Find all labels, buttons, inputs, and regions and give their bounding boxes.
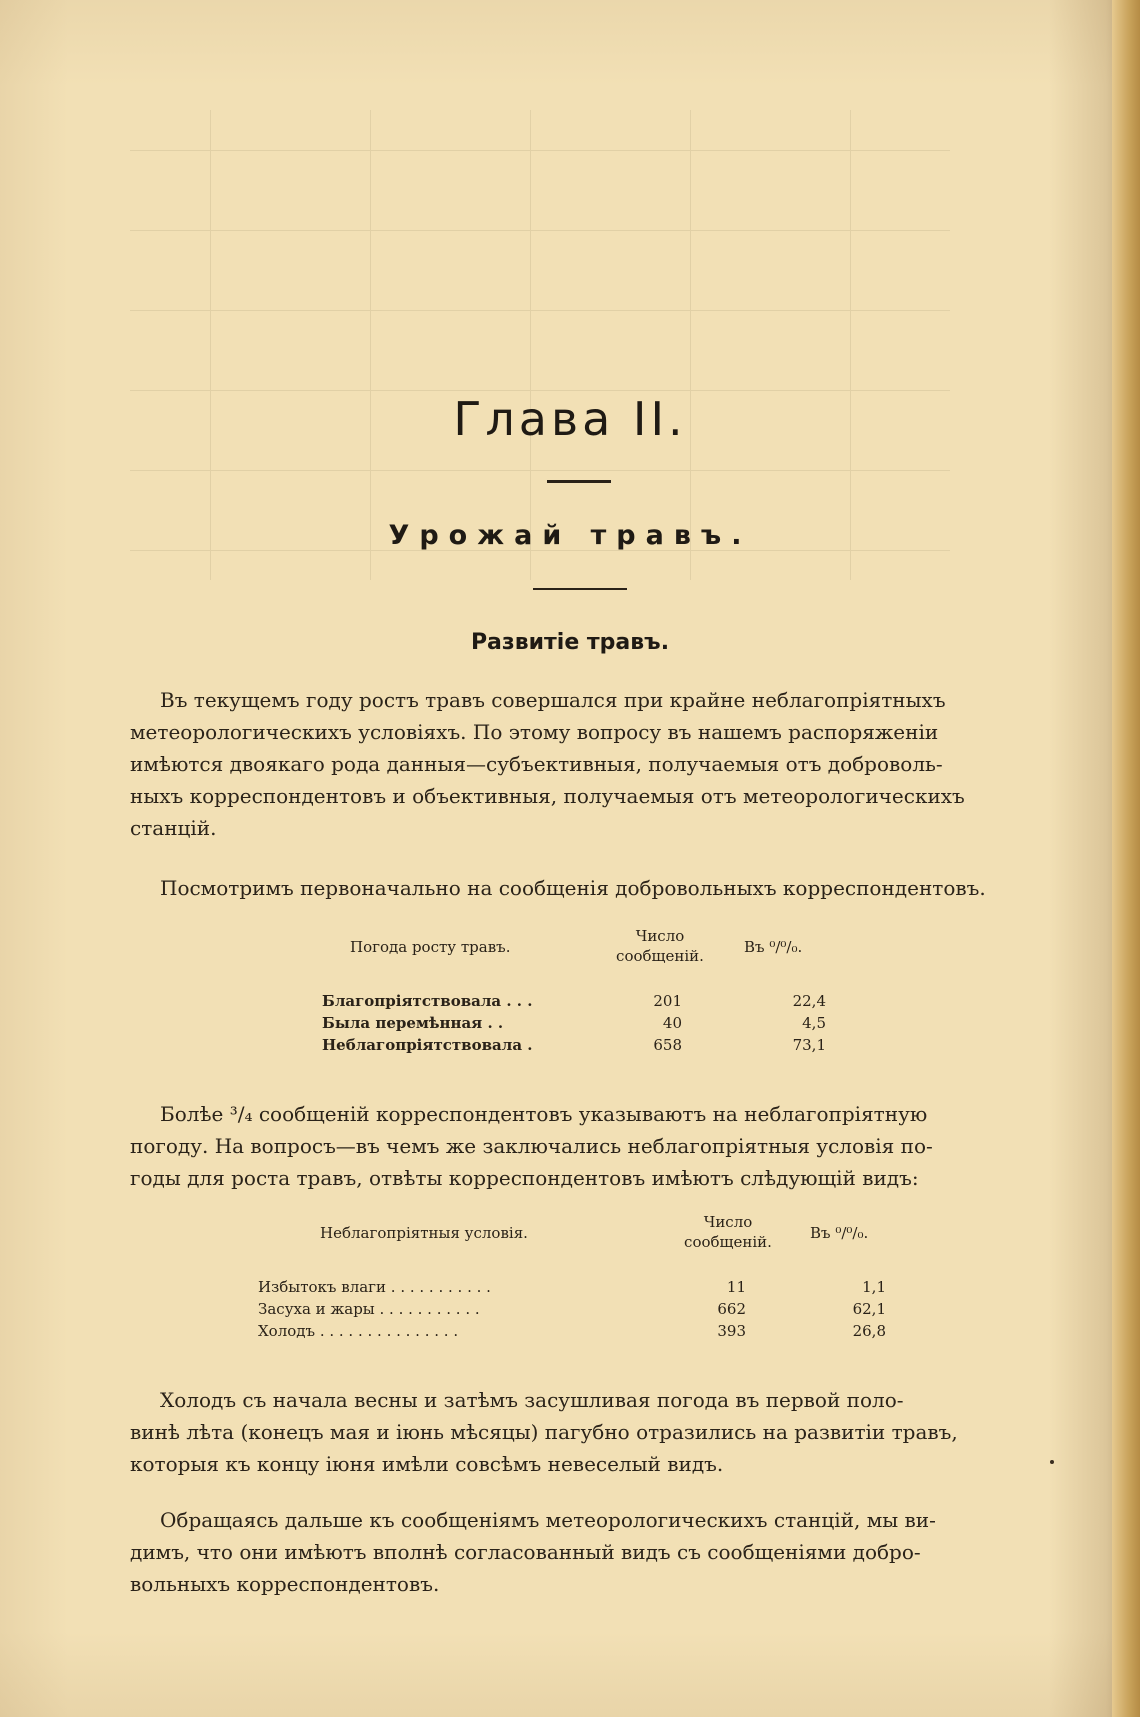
text-line: димъ, что они имѣютъ вполнѣ согласованный видъ съ сообщеніями добро- xyxy=(130,1540,921,1564)
table-cell: 22,4 xyxy=(792,992,826,1010)
page-edge xyxy=(1112,0,1140,1717)
table-header xyxy=(668,1212,788,1252)
table-header: Въ ⁰/⁰/₀. xyxy=(810,1224,869,1242)
table-header xyxy=(600,926,720,966)
header-line: сообщеній. xyxy=(684,1233,772,1251)
table-cell: 62,1 xyxy=(852,1300,886,1318)
table-row-label: Неблагопріятствовала . xyxy=(322,1036,533,1054)
text-line: Въ текущемъ году ростъ травъ совершался при крайне неблагопріятныхъ xyxy=(160,688,946,712)
text-line: Болѣе ³/₄ сообщеній корреспондентовъ указываютъ на неблагопріятную xyxy=(160,1102,928,1126)
table-row-label: Холодъ . . . . . . . . . . . . . . . xyxy=(258,1322,459,1340)
table-cell: 662 xyxy=(717,1300,746,1318)
text-line: станцій. xyxy=(130,816,217,840)
chapter-title: Глава II. xyxy=(453,392,687,446)
text-line: Обращаясь дальше къ сообщеніямъ метеорологическихъ станцій, мы ви- xyxy=(160,1508,936,1532)
table-row-label: Избытокъ влаги . . . . . . . . . . . xyxy=(258,1278,491,1296)
text-line: вольныхъ корреспондентовъ. xyxy=(130,1572,440,1596)
table-cell: 40 xyxy=(662,1014,682,1032)
paragraph-4 xyxy=(130,1384,1070,1480)
header-line: сообщеній. xyxy=(616,947,704,965)
section-title: Развитіе травъ. xyxy=(470,630,670,655)
table-cell: 201 xyxy=(653,992,682,1010)
table-cell: 4,5 xyxy=(802,1014,826,1032)
text-line: Холодъ съ начала весны и затѣмъ засушливая погода въ первой поло- xyxy=(160,1388,904,1412)
table-cell: 73,1 xyxy=(792,1036,826,1054)
paragraph-3 xyxy=(130,1098,1070,1194)
table-cell: 26,8 xyxy=(852,1322,886,1340)
table-cell: 1,1 xyxy=(862,1278,886,1296)
table-row-label: Засуха и жары . . . . . . . . . . . xyxy=(258,1300,480,1318)
table-header: Неблагопріятныя условія. xyxy=(320,1224,528,1242)
ink-speck xyxy=(1050,1460,1054,1464)
table-cell: 11 xyxy=(726,1278,746,1296)
text-line: ныхъ корреспондентовъ и объективныя, получаемыя отъ метеорологическихъ xyxy=(130,784,965,808)
table-cell: 658 xyxy=(653,1036,682,1054)
table-row-label: Благопріятствовала . . . xyxy=(322,992,533,1010)
text-line: годы для роста травъ, отвѣты корреспондентовъ имѣютъ слѣдующій видъ: xyxy=(130,1166,919,1190)
text-line: винѣ лѣта (конецъ мая и іюнь мѣсяцы) пагубно отразились на развитіи травъ, xyxy=(130,1420,958,1444)
text-line: Посмотримъ первоначально на сообщенія добровольныхъ корреспондентовъ. xyxy=(160,876,986,900)
table-row-label: Была перемѣнная . . xyxy=(322,1014,504,1032)
paragraph-1 xyxy=(130,684,1070,844)
text-line: метеорологическихъ условіяхъ. По этому вопросу въ нашемъ распоряженіи xyxy=(130,720,939,744)
heading: Урожай травъ. xyxy=(388,520,752,551)
title-rule xyxy=(547,480,611,483)
table-header: Погода росту травъ. xyxy=(350,938,511,956)
header-line: Число xyxy=(703,1213,753,1231)
paragraph-5 xyxy=(130,1504,1070,1600)
table-cell: 393 xyxy=(717,1322,746,1340)
text-line: которыя къ концу іюня имѣли совсѣмъ невеселый видъ. xyxy=(130,1452,724,1476)
table-header: Въ ⁰/⁰/₀. xyxy=(744,938,803,956)
text-line: погоду. На вопросъ—въ чемъ же заключались неблагопріятныя условія по- xyxy=(130,1134,933,1158)
header-line: Число xyxy=(635,927,685,945)
paragraph-2 xyxy=(130,872,1070,904)
text-line: имѣются двоякаго рода данныя—субъективныя, получаемыя отъ доброволь- xyxy=(130,752,943,776)
show-through-grid xyxy=(130,110,950,580)
heading-rule xyxy=(533,588,627,590)
